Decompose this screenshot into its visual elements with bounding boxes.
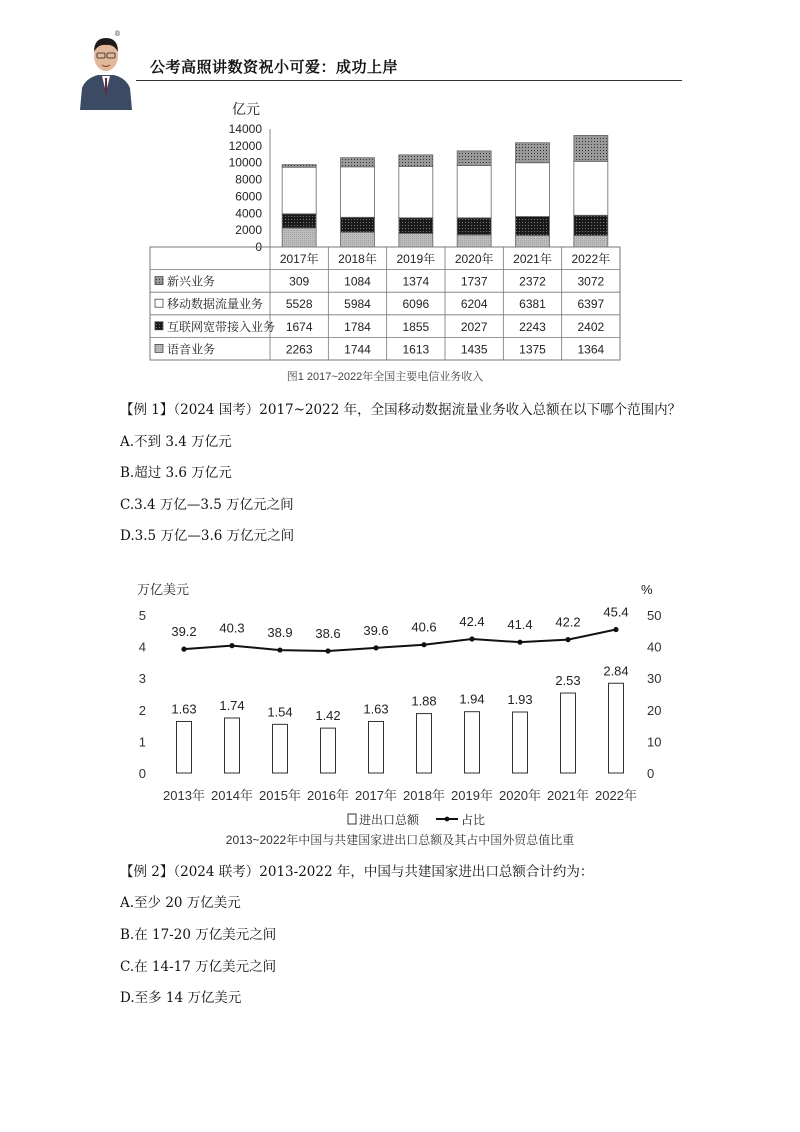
table-value: 1674 xyxy=(285,319,313,334)
table-value: 1435 xyxy=(460,342,488,357)
bar-segment xyxy=(516,143,550,163)
x-category-label: 2018年 xyxy=(338,252,377,266)
table-value: 6204 xyxy=(460,297,488,312)
question-1-option-a: A.不到 3.4 万亿元 xyxy=(120,434,232,450)
share-value-label: 39.6 xyxy=(363,622,389,638)
bar-value-label: 1.93 xyxy=(507,692,533,708)
trade-bar xyxy=(369,721,384,773)
bar-segment xyxy=(399,155,433,167)
table-value: 1084 xyxy=(344,274,371,289)
question-1-option-d: D.3.5 万亿—3.6 万亿元之间 xyxy=(120,528,295,544)
table-value: 2027 xyxy=(460,319,488,334)
x-category-label: 2021年 xyxy=(513,252,552,266)
x-category-label: 2013年 xyxy=(163,788,205,803)
bar-segment xyxy=(282,167,316,214)
share-point xyxy=(373,645,378,650)
bar-segment xyxy=(282,214,316,228)
bar-segment xyxy=(282,165,316,168)
question-2-option-a: A.至少 20 万亿美元 xyxy=(120,895,241,911)
trade-bar xyxy=(465,712,480,773)
y-tick-label: 2000 xyxy=(235,223,262,238)
question-1-option-b: B.超过 3.6 万亿元 xyxy=(120,465,232,481)
right-axis-label: % xyxy=(641,582,653,597)
bar-value-label: 1.54 xyxy=(267,704,293,720)
trade-bar xyxy=(273,724,288,773)
trademark-mark: ® xyxy=(114,30,121,38)
legend-bar-swatch xyxy=(348,814,356,824)
trade-bar xyxy=(513,712,528,773)
bar-value-label: 2.84 xyxy=(603,663,629,679)
y-tick-label: 14000 xyxy=(228,122,262,136)
x-category-label: 2022年 xyxy=(571,252,611,266)
header-title: 公考高照讲数资祝小可爱：成功上岸 xyxy=(150,58,399,76)
legend-label: 互联网宽带接入业务 xyxy=(167,319,276,334)
bar-value-label: 1.88 xyxy=(411,693,437,709)
question-2-option-c: C.在 14-17 万亿美元之间 xyxy=(120,959,277,975)
table-value: 2243 xyxy=(519,319,546,334)
question-1-stem: 【例 1】（2024 国考）2017~2022 年，全国移动数据流量业务收入总额在以下哪个范围内？ xyxy=(120,402,682,418)
legend-swatch xyxy=(155,322,163,330)
trade-bar xyxy=(417,714,432,773)
legend-label: 语音业务 xyxy=(167,342,216,357)
legend-label: 移动数据流量业务 xyxy=(167,297,264,312)
bar-segment xyxy=(341,167,375,217)
table-value: 1855 xyxy=(402,319,430,334)
bar-segment xyxy=(574,236,608,247)
share-value-label: 40.6 xyxy=(411,619,437,635)
share-value-label: 40.3 xyxy=(219,620,245,636)
table-value: 2402 xyxy=(577,319,605,334)
left-tick-label: 1 xyxy=(138,734,146,750)
y-tick-label: 8000 xyxy=(235,172,262,187)
x-category-label: 2015年 xyxy=(259,788,301,803)
trade-bar xyxy=(561,693,576,773)
x-category-label: 2019年 xyxy=(451,788,493,803)
table-value: 5528 xyxy=(285,297,313,312)
share-value-label: 42.4 xyxy=(459,614,485,630)
bar-segment xyxy=(574,135,608,161)
legend-label: 新兴业务 xyxy=(167,274,216,289)
table-value: 1364 xyxy=(577,342,605,357)
share-point xyxy=(517,640,522,645)
table-value: 2372 xyxy=(519,274,546,289)
y-tick-label: 6000 xyxy=(235,189,262,204)
left-tick-label: 5 xyxy=(138,608,146,623)
bar-segment xyxy=(399,218,433,234)
table-value: 1737 xyxy=(460,274,488,289)
table-value: 2263 xyxy=(285,342,313,357)
left-tick-label: 2 xyxy=(138,702,146,718)
bar-segment xyxy=(341,158,375,167)
question-2-option-b: B.在 17-20 万亿美元之间 xyxy=(120,927,277,943)
legend-swatch xyxy=(155,299,163,307)
table-value: 1375 xyxy=(519,342,546,357)
trade-volume-chart xyxy=(0,578,800,850)
chart-caption: 2013~2022年中国与共建国家进出口总额及其占中国外贸总值比重 xyxy=(225,833,575,847)
y-tick-label: 10000 xyxy=(228,155,262,170)
bar-value-label: 1.74 xyxy=(219,698,245,714)
trade-bar xyxy=(321,728,336,773)
legend-line-label: 占比 xyxy=(461,813,486,827)
table-value: 1744 xyxy=(344,342,371,357)
bar-value-label: 1.42 xyxy=(315,708,341,724)
table-value: 1374 xyxy=(402,274,430,289)
legend-swatch xyxy=(155,277,163,285)
x-category-label: 2014年 xyxy=(211,788,253,803)
bar-segment xyxy=(574,161,608,215)
bar-value-label: 1.63 xyxy=(363,701,389,717)
share-point xyxy=(229,643,234,648)
question-2-option-d: D.至多 14 万亿美元 xyxy=(120,990,242,1006)
bar-segment xyxy=(341,232,375,247)
trade-bar xyxy=(225,718,240,773)
bar-segment xyxy=(516,235,550,247)
x-category-label: 2018年 xyxy=(403,788,445,803)
bar-segment xyxy=(516,163,550,217)
share-value-label: 38.9 xyxy=(267,625,293,641)
share-point xyxy=(613,627,618,632)
share-value-label: 45.4 xyxy=(603,604,629,620)
table-value: 1784 xyxy=(344,319,371,334)
table-value: 5984 xyxy=(344,297,371,312)
question-1-option-c: C.3.4 万亿—3.5 万亿元之间 xyxy=(120,497,294,513)
trade-bar xyxy=(177,721,192,773)
share-value-label: 38.6 xyxy=(315,626,341,642)
bar-segment xyxy=(457,235,491,247)
table-value: 6397 xyxy=(577,297,605,312)
header-divider xyxy=(136,80,682,81)
chart-caption: 图1 2017~2022年全国主要电信业务收入 xyxy=(286,371,484,383)
table-value: 309 xyxy=(289,274,310,289)
share-point xyxy=(421,642,426,647)
left-tick-label: 4 xyxy=(138,639,146,655)
bar-segment xyxy=(516,217,550,236)
left-axis-label: 万亿美元 xyxy=(137,582,190,597)
share-point xyxy=(325,648,330,653)
share-value-label: 42.2 xyxy=(555,614,581,630)
left-tick-label: 0 xyxy=(138,766,146,781)
trade-bar xyxy=(609,683,624,773)
share-point xyxy=(277,647,282,652)
x-category-label: 2017年 xyxy=(279,252,319,266)
x-category-label: 2019年 xyxy=(396,252,436,266)
right-tick-label: 0 xyxy=(647,766,655,781)
legend-swatch xyxy=(155,344,163,352)
table-value: 6096 xyxy=(402,297,430,312)
table-value: 6381 xyxy=(519,297,546,312)
share-value-label: 39.2 xyxy=(171,624,197,640)
bar-segment xyxy=(457,151,491,166)
table-value: 3072 xyxy=(577,274,605,289)
y-tick-label: 12000 xyxy=(228,138,262,153)
y-tick-label: 4000 xyxy=(235,206,262,221)
share-value-label: 41.4 xyxy=(507,617,533,633)
x-category-label: 2016年 xyxy=(307,788,349,803)
right-tick-label: 10 xyxy=(647,734,662,750)
x-category-label: 2017年 xyxy=(355,788,397,803)
right-tick-label: 50 xyxy=(647,608,662,623)
bar-segment xyxy=(282,228,316,247)
question-2-stem: 【例 2】（2024 联考）2013-2022 年，中国与共建国家进出口总额合计约为： xyxy=(120,864,594,880)
left-tick-label: 3 xyxy=(138,671,146,687)
x-category-label: 2020年 xyxy=(454,252,494,266)
right-tick-label: 30 xyxy=(647,671,662,687)
share-point xyxy=(469,636,474,641)
x-category-label: 2022年 xyxy=(595,788,637,803)
bar-value-label: 2.53 xyxy=(555,673,581,689)
bar-segment xyxy=(399,166,433,217)
legend-line-marker xyxy=(445,817,450,822)
share-line xyxy=(184,630,616,651)
bar-segment xyxy=(341,217,375,232)
bar-segment xyxy=(457,166,491,218)
bar-value-label: 1.63 xyxy=(171,701,197,717)
bar-value-label: 1.94 xyxy=(459,691,485,707)
right-tick-label: 20 xyxy=(647,702,662,718)
y-axis-label: 亿元 xyxy=(232,101,260,117)
y-tick-label: 0 xyxy=(255,240,262,254)
share-point xyxy=(181,647,186,652)
x-category-label: 2020年 xyxy=(499,788,541,803)
telecom-revenue-chart xyxy=(0,96,800,388)
bar-segment xyxy=(457,218,491,235)
bar-segment xyxy=(574,215,608,235)
bar-segment xyxy=(399,233,433,247)
legend-bar-label: 进出口总额 xyxy=(359,813,420,827)
right-tick-label: 40 xyxy=(647,639,662,655)
table-value: 1613 xyxy=(402,342,430,357)
share-point xyxy=(565,637,570,642)
page-header xyxy=(0,0,800,110)
x-category-label: 2021年 xyxy=(547,788,589,803)
